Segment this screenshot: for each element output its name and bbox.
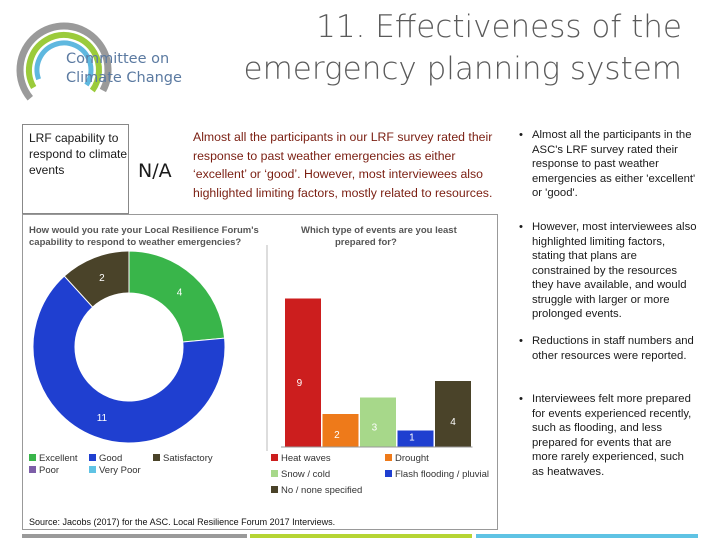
title-line-1: 11. Effectiveness of the bbox=[316, 9, 682, 45]
footer-bar-green bbox=[250, 534, 472, 538]
bullet-text-3: Reductions in staff numbers and other resources were reported. bbox=[532, 335, 694, 362]
donut-legend-swatch-4 bbox=[29, 466, 36, 473]
title-line-2: emergency planning system bbox=[243, 51, 682, 87]
bar-legend-label-4: Flash flooding / pluvial bbox=[395, 469, 489, 480]
bullet-text-1: Almost all the participants in the ASC's LRF survey rated their response to past weather emergencies as either 'excellent' or 'good'. bbox=[532, 129, 696, 199]
bar-5 bbox=[435, 381, 471, 447]
bullet-text-2: However, most interviewees also highlighted limiting factors, stating that plans are constrained by the resources they have available, and would struggle with larger or more prolonged events. bbox=[532, 221, 697, 320]
bar-value-5: 4 bbox=[450, 417, 456, 428]
bar-legend-label-2: Drought bbox=[395, 453, 429, 464]
donut-chart bbox=[33, 251, 225, 443]
donut-label-satisfactory: 2 bbox=[99, 273, 105, 285]
bar-legend-swatch-5 bbox=[271, 486, 278, 493]
bar-3 bbox=[360, 398, 396, 448]
donut-title-line-1: How would you rate your Local Resilience Forum's bbox=[29, 225, 259, 236]
bar-legend-swatch-4 bbox=[385, 470, 392, 477]
chart-panel bbox=[22, 214, 498, 530]
rating-value: N/A bbox=[138, 160, 172, 182]
bar-legend-label-1: Heat waves bbox=[281, 453, 331, 464]
bar-chart bbox=[281, 299, 473, 448]
bar-legend-label-5: No / none specified bbox=[281, 485, 363, 496]
donut-legend bbox=[29, 453, 213, 476]
donut-legend-swatch-3 bbox=[153, 454, 160, 461]
bar-value-2: 2 bbox=[334, 430, 340, 442]
donut-legend-label-4: Poor bbox=[39, 465, 60, 476]
charts-svg bbox=[23, 215, 497, 529]
bar-4 bbox=[398, 431, 434, 448]
donut-legend-label-2: Good bbox=[99, 453, 123, 464]
bar-legend-swatch-2 bbox=[385, 454, 392, 461]
summary-quote: Almost all the participants in our LRF survey rated their response to past weather emergencies as either ‘excellent’ or ‘good’. However, most interviewees also highlighted limiting factors, mostly related to resources. bbox=[193, 130, 493, 200]
donut-label-good: 11 bbox=[96, 412, 108, 424]
bullet-item-3: • Reductions in staff numbers and other resources were reported. bbox=[519, 335, 694, 362]
page-title bbox=[244, 6, 682, 90]
donut-legend-swatch-5 bbox=[89, 466, 96, 473]
bar-1 bbox=[285, 299, 321, 448]
donut-legend-swatch-2 bbox=[89, 454, 96, 461]
bullet-item-1: • Almost all the participants in the ASC's LRF survey rated their response to past weather emergencies as either 'excellent' or 'good'. bbox=[519, 129, 696, 199]
bar-value-3: 3 bbox=[371, 422, 378, 434]
bar-legend-swatch-1 bbox=[271, 454, 278, 461]
lrf-capability-label: LRF capability to respond to climate events bbox=[29, 131, 128, 177]
bar-legend-label-3: Snow / cold bbox=[281, 469, 331, 480]
bar-title-line-1: Which type of events are you least bbox=[301, 225, 457, 236]
logo-line-2: Climate Change bbox=[66, 70, 182, 86]
bar-legend-swatch-3 bbox=[271, 470, 278, 477]
source-note: Source: Jacobs (2017) for the ASC. Local Resilience Forum 2017 Interviews. bbox=[29, 517, 336, 527]
donut-legend-label-3: Satisfactory bbox=[163, 453, 213, 464]
logo-line-1: Committee on bbox=[66, 51, 170, 67]
donut-legend-label-1: Excellent bbox=[39, 453, 78, 464]
donut-title-line-2: capability to respond to weather emergencies? bbox=[29, 237, 242, 248]
logo-text bbox=[66, 50, 182, 88]
bar-2 bbox=[323, 414, 359, 447]
bar-value-4: 1 bbox=[409, 432, 415, 444]
bullet-item-2: • However, most interviewees also highlighted limiting factors, stating that plans are constrained by the resources they have available, and would struggle with larger or more prolonged events. bbox=[519, 221, 697, 320]
lrf-capability-box bbox=[22, 124, 129, 214]
footer-bar-grey bbox=[22, 534, 247, 538]
bullet-item-4: • Interviewees felt more prepared for events experienced recently, such as flooding, and less prepared for events that are more rarely experienced, such as heatwaves. bbox=[519, 393, 692, 478]
bar-value-1: 9 bbox=[296, 378, 303, 390]
footer-bar-blue bbox=[476, 534, 698, 538]
donut-legend-label-5: Very Poor bbox=[99, 465, 141, 476]
donut-legend-swatch-1 bbox=[29, 454, 36, 461]
bullet-text-4: Interviewees felt more prepared for events experienced recently, such as flooding, and less prepared for events that are more rarely experienced, such as heatwaves. bbox=[532, 393, 692, 478]
donut-label-excellent: 4 bbox=[176, 287, 183, 299]
bar-title-line-2: prepared for? bbox=[335, 237, 397, 248]
bar-legend bbox=[271, 453, 489, 496]
